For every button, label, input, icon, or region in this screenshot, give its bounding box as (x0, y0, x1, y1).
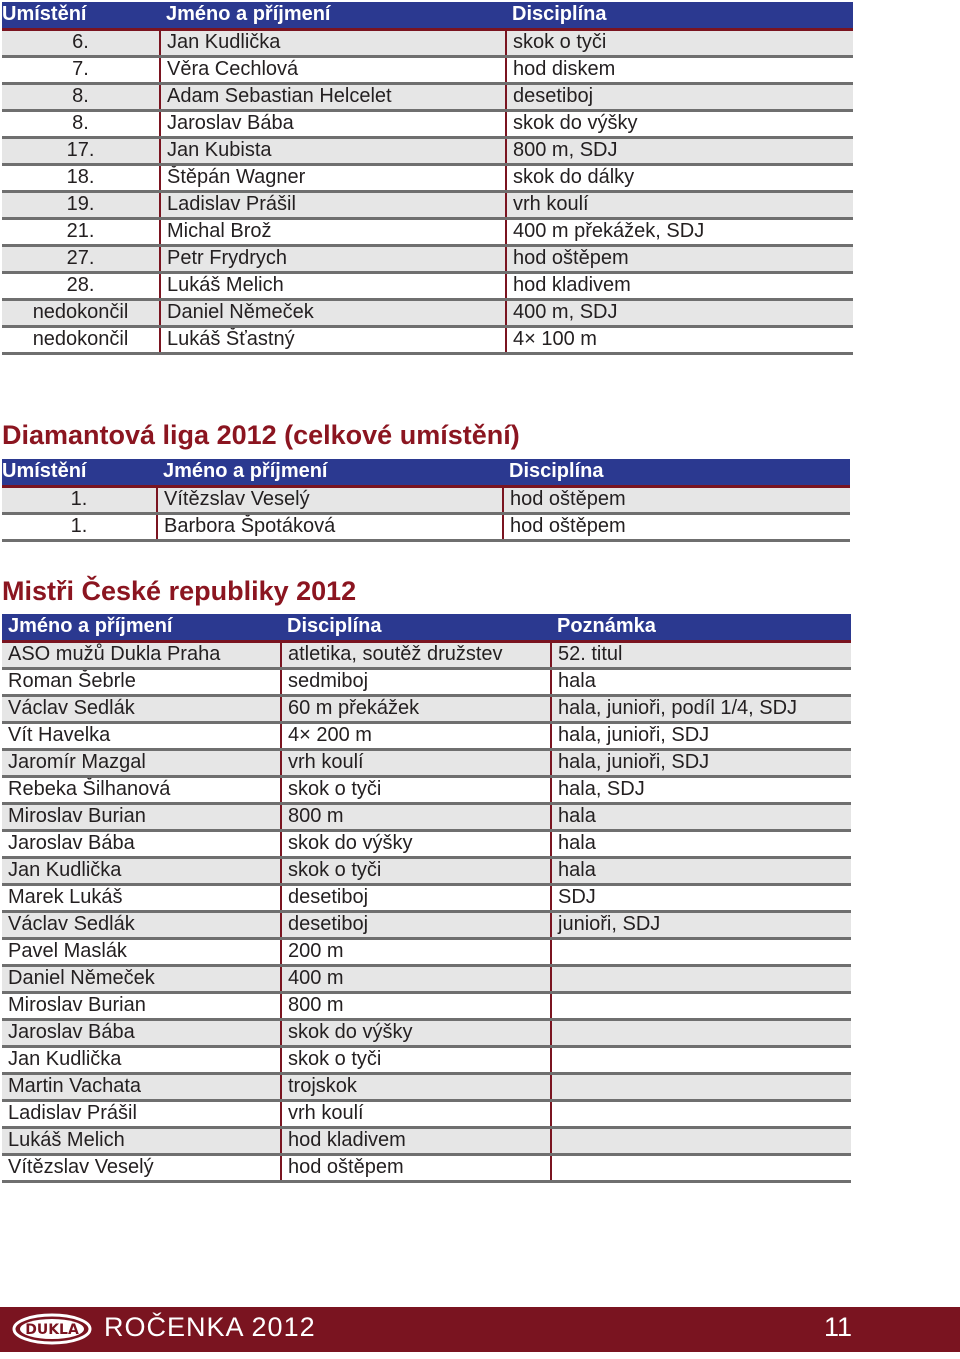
table-cell: 17. (2, 137, 160, 164)
table-cell: Martin Vachata (2, 1073, 281, 1100)
table-row (2, 992, 851, 1019)
column-header-discipline: Disciplína (509, 460, 604, 483)
table-cell: skok do výšky (281, 1019, 551, 1046)
table-row (2, 1154, 851, 1181)
table-cell: hala (558, 670, 596, 692)
table-cell: Jan Kubista (160, 137, 506, 164)
table-row (2, 137, 853, 164)
table-cell: skok o tyči (281, 1046, 551, 1073)
table-cell: SDJ (558, 886, 596, 908)
table-cell: Adam Sebastian Helcelet (160, 83, 506, 110)
table-row (2, 218, 853, 245)
table-cell: hod oštěpem (510, 488, 626, 510)
table-row (2, 722, 851, 749)
table-cell: Jaromír Mazgal (2, 749, 281, 776)
table-cell: 8. (2, 83, 160, 110)
table-cell: hod kladivem (281, 1127, 551, 1154)
table-cell: nedokončil (2, 326, 160, 353)
publication-title: ROČENKA 2012 (104, 1312, 316, 1342)
table-cell (551, 938, 851, 965)
table-cell: 800 m (281, 992, 551, 1019)
table-cell: Jaroslav Bába (2, 830, 281, 857)
column-header-placing: Umístění (2, 460, 87, 483)
table-cell: hala, junioři, SDJ (558, 751, 710, 773)
table-cell: 1. (2, 486, 157, 513)
table-cell (551, 1019, 851, 1046)
table-cell: atletika, soutěž družstev (281, 641, 551, 668)
column-header-name: Jméno a příjmení (166, 3, 331, 26)
table-cell: 7. (2, 56, 160, 83)
table-cell: skok o tyči (281, 776, 551, 803)
table-cell: Vítězslav Veselý (157, 486, 503, 513)
table-cell: vrh koulí (513, 193, 589, 215)
table-row (2, 938, 851, 965)
table-cell: Vít Havelka (2, 722, 281, 749)
table-cell (551, 1154, 851, 1181)
table-cell: hod kladivem (513, 274, 631, 296)
table-cell (551, 1100, 851, 1127)
table-row (2, 272, 853, 299)
table-cell: 19. (2, 191, 160, 218)
table-cell: Ladislav Prášil (160, 191, 506, 218)
table-cell: hala, junioři, SDJ (558, 724, 710, 746)
table-cell: desetiboj (513, 85, 594, 107)
table-row (2, 641, 851, 668)
table-cell: Vítězslav Veselý (2, 1154, 281, 1181)
section-title-czech-champions: Mistři České republiky 2012 (2, 576, 357, 606)
table-cell (551, 992, 851, 1019)
table-cell: hala, SDJ (558, 778, 645, 800)
table-cell: 18. (2, 164, 160, 191)
table-row (2, 1046, 851, 1073)
table-cell: Daniel Němeček (160, 299, 506, 326)
table-cell: hod oštěpem (281, 1154, 551, 1181)
table-row (2, 110, 853, 137)
table-cell: Jaroslav Bába (2, 1019, 281, 1046)
table-cell: hala (558, 832, 596, 854)
table-cell: Ladislav Prášil (2, 1100, 281, 1127)
table-row (2, 83, 853, 110)
table-cell: ASO mužů Dukla Praha (2, 641, 281, 668)
table-cell: Petr Frydrych (160, 245, 506, 272)
table-row (2, 164, 853, 191)
table-row (2, 776, 851, 803)
table-row (2, 965, 851, 992)
table-cell: Barbora Špotáková (157, 513, 503, 540)
table-cell: skok do výšky (513, 112, 638, 134)
table-cell: skok do dálky (513, 166, 635, 188)
table-cell: Rebeka Šilhanová (2, 776, 281, 803)
table-cell: skok o tyči (281, 857, 551, 884)
table-cell: nedokončil (2, 299, 160, 326)
table-cell: 400 m překážek, SDJ (513, 220, 705, 242)
table-cell: 400 m, SDJ (513, 301, 618, 323)
table-cell: hala (558, 859, 596, 881)
table-cell: Václav Sedlák (2, 911, 281, 938)
table-cell: Jan Kudlička (2, 857, 281, 884)
table-row (2, 1019, 851, 1046)
table-cell: vrh koulí (281, 1100, 551, 1127)
table-cell: Jan Kudlička (160, 29, 506, 56)
table-header-row (2, 459, 850, 486)
table-cell: 52. titul (558, 643, 623, 665)
table-cell (551, 965, 851, 992)
table-row (2, 857, 851, 884)
table-cell: 28. (2, 272, 160, 299)
column-header-discipline: Disciplína (287, 615, 382, 638)
table-cell: 4× 200 m (281, 722, 551, 749)
table-cell: 800 m (281, 803, 551, 830)
table-row (2, 749, 851, 776)
table-cell: skok do výšky (281, 830, 551, 857)
czech-champions-table (2, 614, 851, 1183)
svg-text:DUKLA: DUKLA (25, 1322, 79, 1338)
table-row (2, 299, 853, 326)
table-row (2, 668, 851, 695)
table-cell: Štěpán Wagner (160, 164, 506, 191)
table-row (2, 486, 850, 513)
table-row (2, 830, 851, 857)
table-cell: Jaroslav Bába (160, 110, 506, 137)
table-row (2, 191, 853, 218)
table-cell: Miroslav Burian (2, 992, 281, 1019)
table-cell: Roman Šebrle (2, 668, 281, 695)
table-cell: hod oštěpem (513, 247, 629, 269)
column-header-placing: Umístění (2, 3, 87, 26)
table-cell: Václav Sedlák (2, 695, 281, 722)
table-row (2, 1100, 851, 1127)
table-cell: Miroslav Burian (2, 803, 281, 830)
table-header-row (2, 614, 851, 641)
table-cell: hod diskem (513, 58, 616, 80)
table-cell: Pavel Maslák (2, 938, 281, 965)
table-cell: 60 m překážek (281, 695, 551, 722)
table-header-row (2, 2, 853, 29)
table-cell (551, 1046, 851, 1073)
table-cell: 400 m (281, 965, 551, 992)
placings-table (2, 2, 853, 355)
table-cell: desetiboj (281, 884, 551, 911)
table-cell: 27. (2, 245, 160, 272)
table-cell: 200 m (281, 938, 551, 965)
table-cell: 8. (2, 110, 160, 137)
column-header-name: Jméno a příjmení (8, 615, 173, 638)
table-cell: hod oštěpem (510, 515, 626, 537)
page-number: 11 (823, 1312, 852, 1342)
table-row (2, 695, 851, 722)
table-cell: sedmiboj (281, 668, 551, 695)
table-cell: 4× 100 m (513, 328, 597, 350)
table-cell: vrh koulí (281, 749, 551, 776)
page-footer (0, 1307, 960, 1352)
table-row (2, 1127, 851, 1154)
table-cell: skok o tyči (513, 31, 607, 53)
table-cell: hala, junioři, podíl 1/4, SDJ (558, 697, 798, 719)
table-cell: Jan Kudlička (2, 1046, 281, 1073)
table-cell: Věra Cechlová (160, 56, 506, 83)
column-header-discipline: Disciplína (512, 3, 607, 26)
table-cell: 21. (2, 218, 160, 245)
table-cell: 6. (2, 29, 160, 56)
section-title-diamond-league: Diamantová liga 2012 (celkové umístění) (2, 420, 520, 450)
column-header-note: Poznámka (557, 615, 656, 638)
table-cell: Marek Lukáš (2, 884, 281, 911)
table-cell: Daniel Němeček (2, 965, 281, 992)
table-row (2, 1073, 851, 1100)
table-row (2, 245, 853, 272)
table-row (2, 56, 853, 83)
table-cell: Michal Brož (160, 218, 506, 245)
table-row (2, 884, 851, 911)
table-row (2, 513, 850, 540)
table-row (2, 911, 851, 938)
table-cell: 800 m, SDJ (513, 139, 618, 161)
table-row (2, 326, 853, 353)
table-cell (551, 1073, 851, 1100)
table-cell: trojskok (281, 1073, 551, 1100)
dukla-logo (12, 1313, 92, 1345)
table-cell: hala (558, 805, 596, 827)
table-cell: 1. (2, 513, 157, 540)
table-cell: Lukáš Šťastný (160, 326, 506, 353)
table-cell (551, 1127, 851, 1154)
diamond-league-table (2, 459, 850, 542)
table-cell: Lukáš Melich (2, 1127, 281, 1154)
table-cell: junioři, SDJ (558, 913, 661, 935)
table-row (2, 803, 851, 830)
table-cell: Lukáš Melich (160, 272, 506, 299)
column-header-name: Jméno a příjmení (163, 460, 328, 483)
table-cell: desetiboj (281, 911, 551, 938)
table-row (2, 29, 853, 56)
